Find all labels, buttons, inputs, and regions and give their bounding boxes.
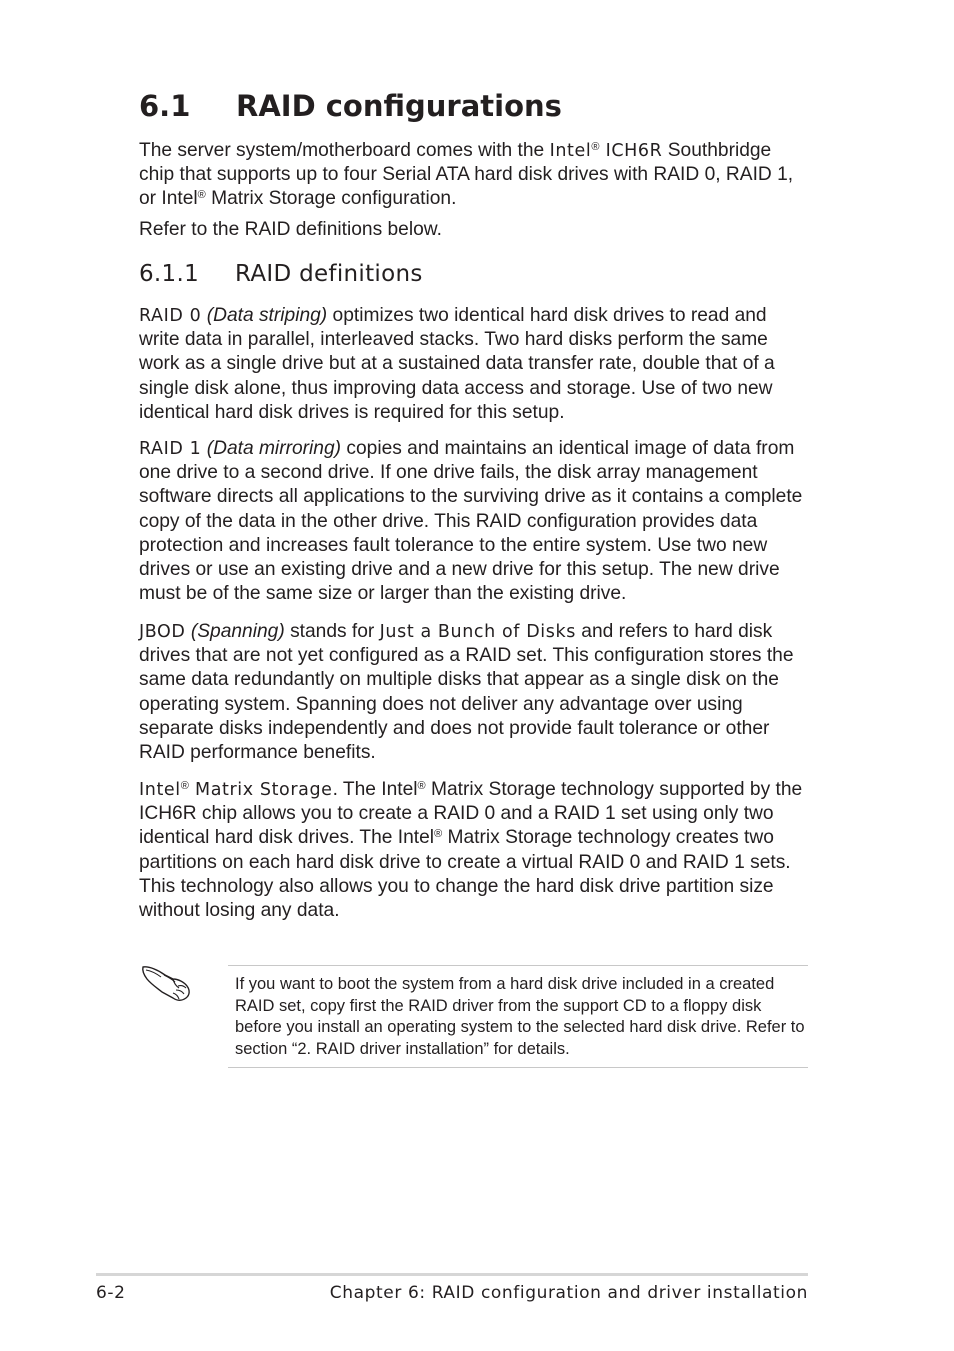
registered-mark: ® (180, 780, 189, 792)
subsection-heading (139, 258, 423, 290)
matrix-text-end: Matrix Storage technology creates two partitions on each hard disk drive to create a virtual RAID 0 and RAID 1 sets. This technology also allows you to change the hard disk drive partition size without losing any data. (139, 827, 791, 922)
raid1-text: copies and maintains an identical image of data from one drive to a second drive. If one drive fails, the disk array management software directs all applications to the surviving drive as it contains a complete copy of the data in the other drive. This RAID configuration provides data protection and increases fault tolerance to the entire system. Use two new drives or use an existing drive and a new drive for this setup. The new drive must be of the same size or larger than the existing drive. (139, 438, 803, 605)
matrix-storage-definition (139, 778, 811, 923)
subsection-title: RAID definitions (235, 261, 423, 287)
intro-text-end: Matrix Storage configuration. (205, 188, 457, 210)
subsection-number: 6.1.1 (139, 261, 200, 287)
registered-mark: ® (434, 828, 443, 841)
matrix-text-continued: Matrix Storage technology supported by the ICH6R chip allows you to create a RAID 0 and a RAID 1 set using only two identical hard disk drives. The Intel (139, 779, 803, 849)
raid0-term: RAID 0 (139, 306, 202, 326)
raid0-gloss: (Data striping) (206, 305, 328, 326)
footer-rule (96, 1273, 808, 1276)
page-number: 6-2 (96, 1283, 126, 1303)
section-number: 6.1 (139, 89, 191, 123)
section-title: RAID configurations (236, 89, 562, 123)
raid0-definition (139, 304, 811, 425)
section-heading (139, 86, 562, 126)
registered-mark: ® (197, 189, 206, 202)
matrix-term-b: Matrix Storage (188, 780, 333, 800)
intro-text: The server system/motherboard comes with the (139, 140, 550, 161)
note-text: If you want to boot the system from a hard disk drive included in a created RAID set, copy first the RAID driver from the support CD to a floppy disk before you install an operating system to the selected hard disk drive. Refer to section “2. RAID driver installation” for details. (235, 975, 805, 1058)
chip-name: Intel (549, 141, 592, 161)
raid0-text: optimizes two identical hard disk drives to read and write data in parallel, interleaved stacks. Two hard disks perform the same work as a single drive but at a sustained data transfer rate, double that of a single disk alone, thus improving data access and storage. Use of two new identical hard disk drives is required for this setup. (139, 305, 775, 423)
raid1-term: RAID 1 (139, 439, 202, 459)
chapter-title: Chapter 6: RAID configuration and driver installation (329, 1283, 808, 1303)
raid1-definition (139, 437, 811, 606)
jbod-expansion: Just a Bunch of Disks (379, 622, 576, 642)
registered-mark: ® (417, 780, 426, 792)
jbod-term: JBOD (139, 622, 186, 642)
jbod-text-continued: and refers to hard disk drives that are not yet configured as a RAID set. This configuration stores the same data redundantly on multiple disks that appear as a single disk on the operating system. Spanning does not deliver any advantage over using separate disks independently and does not provide fault tolerance or other RAID performance benefits. (139, 621, 794, 764)
intro-text-continued: Southbridge chip that supports up to four Serial ATA hard disk drives with RAID 0, RAID 1, or Intel (139, 140, 794, 210)
pointing-hand-icon (140, 962, 192, 1004)
intro-reference: Refer to the RAID definitions below. (139, 219, 442, 240)
jbod-gloss: (Spanning) (190, 621, 285, 642)
chip-model: ICH6R (599, 141, 663, 161)
intro-paragraph (139, 139, 811, 212)
jbod-text: stands for (284, 621, 380, 642)
registered-mark: ® (591, 141, 600, 153)
raid1-gloss: (Data mirroring) (206, 438, 342, 459)
note-box (228, 965, 808, 1068)
jbod-definition (139, 620, 811, 765)
matrix-text: . The Intel (332, 779, 418, 800)
matrix-term: Intel (139, 780, 181, 800)
